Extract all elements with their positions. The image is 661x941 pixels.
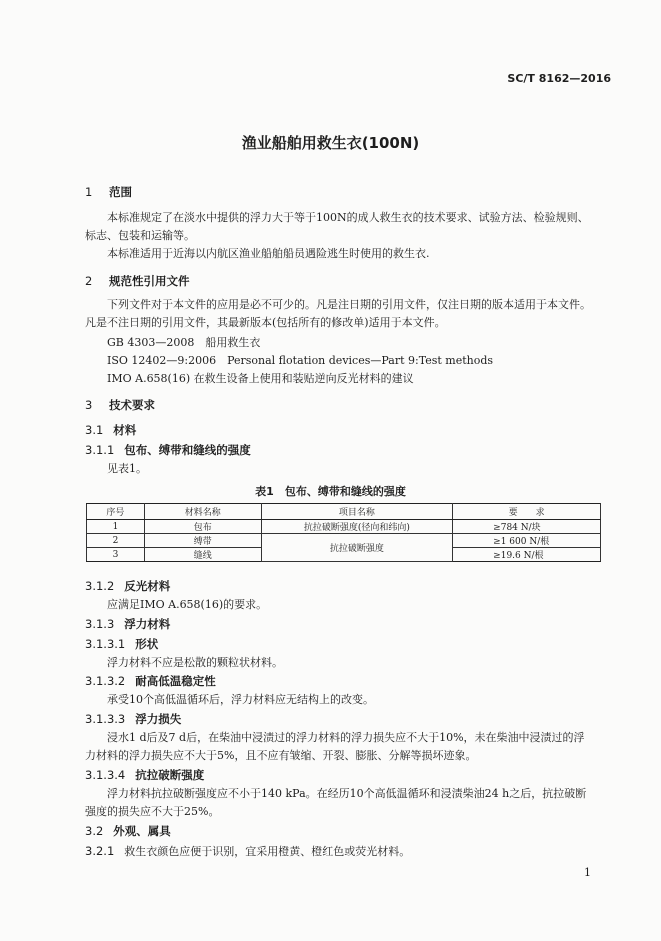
- section-3-1-3-2-heading: 3.1.3.2 耐高低温稳定性: [85, 674, 216, 688]
- table-cell: 抗拉破断强度(径向和纬向): [261, 520, 453, 534]
- reference-item: IMO A.658(16) 在救生设备上使用和装贴逆向反光材料的建议: [107, 372, 414, 385]
- table-cell: ≥784 N/块: [453, 520, 601, 534]
- section-1-paragraph-2: 本标准适用于近海以内航区渔业船舶船员遇险逃生时使用的救生衣.: [107, 247, 430, 260]
- table-row: [87, 520, 601, 534]
- standard-number: SC/T 8162—2016: [507, 72, 611, 85]
- section-2-paragraph-1: 下列文件对于本文件的应用是必不可少的。凡是注日期的引用文件，仅注日期的版本适用于本文件。凡是不注日期的引用文件，其最新版本(包括所有的修改单)适用于本文件。: [85, 298, 591, 329]
- section-3-2-1-text: 救生衣颜色应便于识别，宜采用橙黄、橙红色或荧光材料。: [124, 845, 411, 858]
- column-header: 项目名称: [261, 504, 453, 520]
- table-cell: 缚带: [144, 534, 261, 548]
- section-1-paragraph-1: 本标准规定了在淡水中提供的浮力大于等于100N的成人救生衣的技术要求、试验方法、检验规则、标志、包装和运输等。: [85, 211, 589, 242]
- table-row: [87, 534, 601, 548]
- column-header: 材料名称: [144, 504, 261, 520]
- section-3-heading: 3 技术要求: [85, 398, 155, 412]
- table-cell: 抗拉破断强度: [261, 534, 453, 562]
- section-3-1-3-4-text: 浮力材料抗拉破断强度应不小于140 kPa。在经历10个高低温循环和浸渍柴油24 h之后，抗拉破断强度的损失应不大于25%。: [85, 787, 587, 818]
- table-cell: 1: [87, 520, 145, 534]
- section-3-1-3-heading: 3.1.3 浮力材料: [85, 617, 171, 631]
- table-cell: ≥1 600 N/根: [453, 534, 601, 548]
- section-2-heading: 2 规范性引用文件: [85, 274, 190, 288]
- section-3-2-1-line: 3.2.1 救生衣颜色应便于识别，宜采用橙黄、橙红色或荧光材料。: [85, 844, 411, 858]
- section-3-1-3-2-text: 承受10个高低温循环后，浮力材料应无结构上的改变。: [107, 693, 374, 706]
- section-3-1-3-4-heading: 3.1.3.4 抗拉破断强度: [85, 768, 205, 782]
- reference-item: ISO 12402—9:2006 Personal flotation devices—Part 9:Test methods: [107, 354, 494, 367]
- table-cell: 2: [87, 534, 145, 548]
- column-header: 要 求: [453, 504, 601, 520]
- column-header: 序号: [87, 504, 145, 520]
- section-3-1-3-3-heading: 3.1.3.3 浮力损失: [85, 712, 182, 726]
- table-cell: 3: [87, 548, 145, 562]
- table-cell: ≥19.6 N/根: [453, 548, 601, 562]
- table-cell: 缝线: [144, 548, 261, 562]
- section-3-1-1-text: 见表1。: [107, 462, 147, 475]
- reference-item: GB 4303—2008 船用救生衣: [107, 336, 261, 349]
- table-cell: 包布: [144, 520, 261, 534]
- table-header-row: [87, 504, 601, 520]
- page-title: 渔业船舶用救生衣(100N): [241, 134, 420, 152]
- section-3-1-3-1-text: 浮力材料不应是松散的颗粒状材料。: [107, 656, 283, 669]
- section-3-1-1-heading: 3.1.1 包布、缚带和缝线的强度: [85, 443, 251, 457]
- section-3-1-2-heading: 3.1.2 反光材料: [85, 579, 171, 593]
- section-1-heading: 1 范围: [85, 185, 132, 199]
- section-3-2-heading: 3.2 外观、属具: [85, 824, 171, 838]
- page-number: 1: [584, 866, 591, 879]
- table-caption: 表1 包布、缚带和缝线的强度: [255, 485, 406, 498]
- strength-table: [86, 503, 601, 562]
- section-3-1-3-1-heading: 3.1.3.1 形状: [85, 637, 159, 651]
- section-3-1-2-text: 应满足IMO A.658(16)的要求。: [107, 598, 268, 611]
- section-3-1-heading: 3.1 材料: [85, 423, 137, 437]
- section-3-1-3-3-text: 浸水1 d后及7 d后，在柴油中浸渍过的浮力材料的浮力损失应不大于10%，未在柴油中浸渍过的浮力材料的浮力损失应不大于5%，且不应有皱缩、开裂、膨胀、分解等损坏迹象。: [85, 731, 585, 762]
